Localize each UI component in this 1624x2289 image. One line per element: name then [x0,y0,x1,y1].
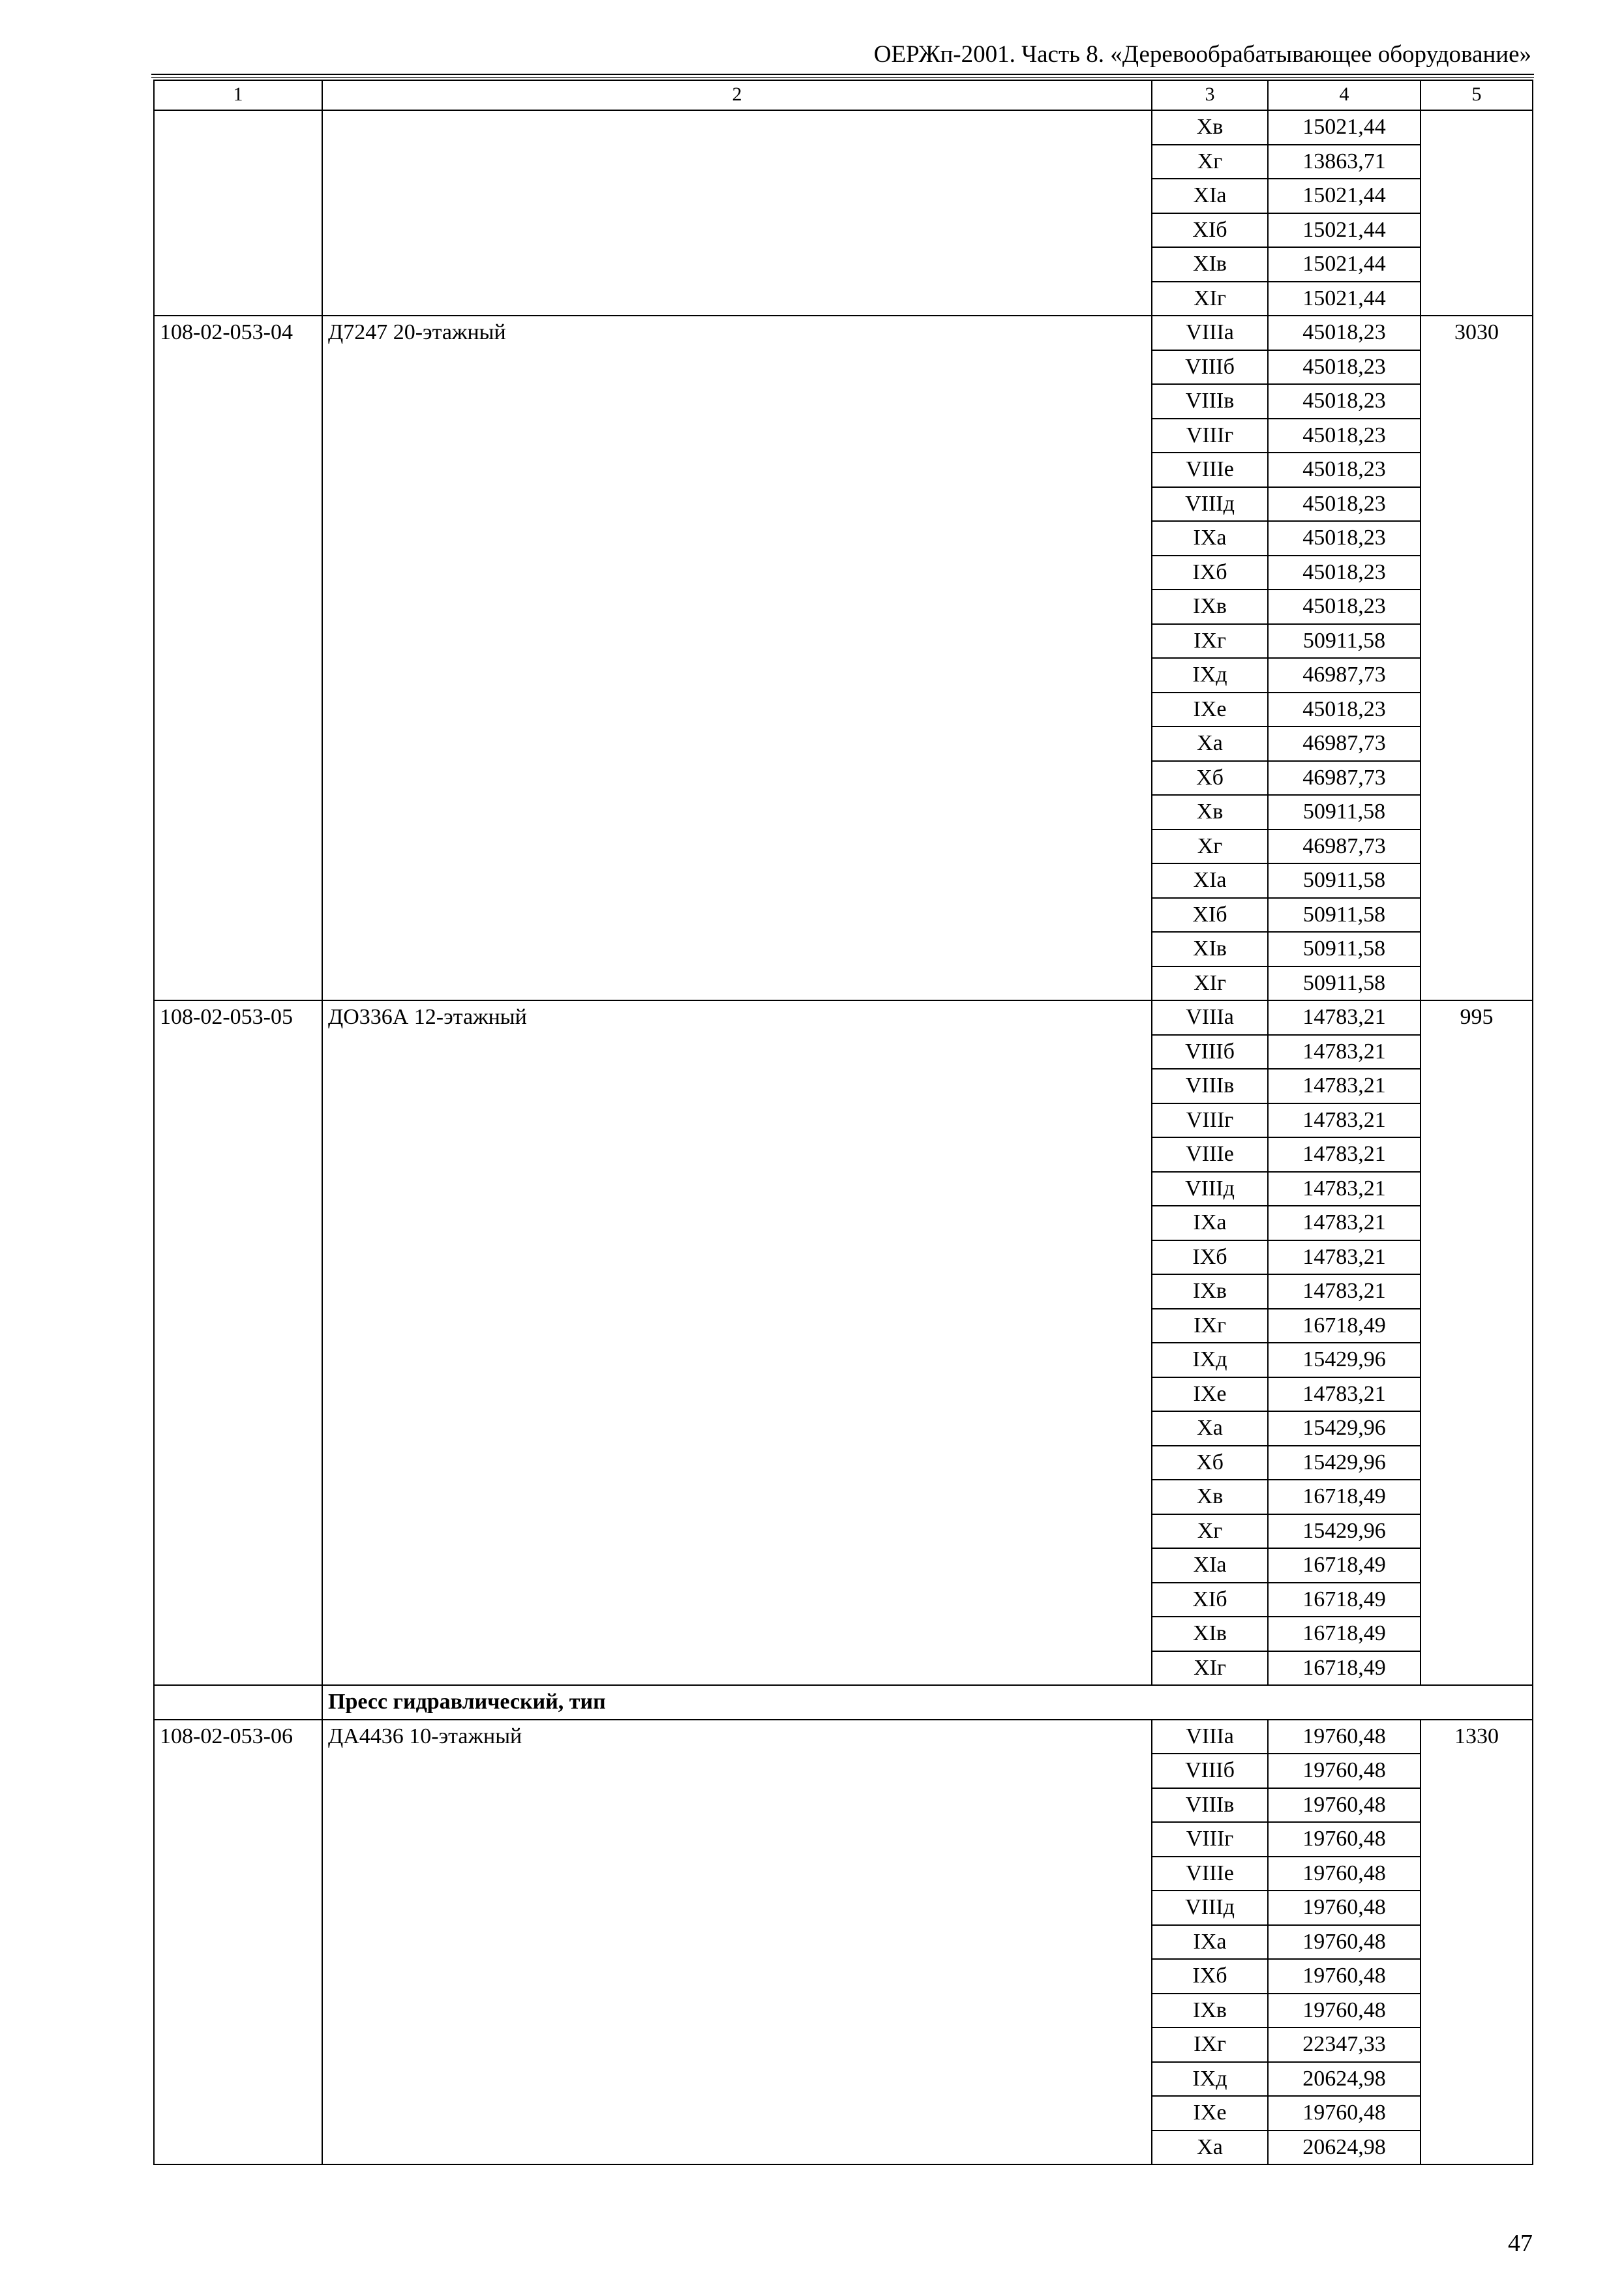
price-cell: 50911,58 [1268,624,1421,659]
zone-cell: Хв [1152,795,1268,830]
price-cell: 50911,58 [1268,898,1421,933]
price-cell: 15429,96 [1268,1514,1421,1549]
zone-cell: VIIIв [1152,384,1268,419]
price-cell: 20624,98 [1268,2062,1421,2097]
zone-cell: ХIа [1152,863,1268,898]
zone-cell: Хг [1152,1514,1268,1549]
zone-cell: VIIIа [1152,1000,1268,1035]
rates-table-body [154,80,1533,2164]
column-number-1: 1 [154,80,322,110]
column-number-3: 3 [1152,80,1268,110]
table-row [154,1000,1533,1035]
zone-cell: Ха [1152,2131,1268,2165]
zone-cell: IХа [1152,1206,1268,1240]
price-cell: 15021,44 [1268,179,1421,213]
zone-cell: VIIIд [1152,1172,1268,1206]
price-cell: 46987,73 [1268,830,1421,864]
price-cell: 15429,96 [1268,1343,1421,1377]
item-code [154,110,322,316]
zone-cell: IХг [1152,1309,1268,1343]
price-cell: 16718,49 [1268,1651,1421,1686]
zone-cell: IХв [1152,1274,1268,1309]
zone-cell: VIIIе [1152,1857,1268,1891]
zone-cell: Хг [1152,830,1268,864]
price-cell: 45018,23 [1268,556,1421,590]
table-row [154,110,1533,145]
price-cell: 14783,21 [1268,1137,1421,1172]
price-cell: 14783,21 [1268,1035,1421,1070]
zone-cell: IХа [1152,1925,1268,1960]
rates-table [153,80,1533,2165]
column-number-4: 4 [1268,80,1421,110]
zone-cell: Ха [1152,726,1268,761]
zone-cell: Хв [1152,1480,1268,1514]
zone-cell: VIIIб [1152,1035,1268,1070]
price-cell: 19760,48 [1268,2096,1421,2131]
price-cell: 45018,23 [1268,384,1421,419]
section-code-cell [154,1685,322,1720]
zone-cell: ХIб [1152,898,1268,933]
price-cell: 19760,48 [1268,1822,1421,1857]
price-cell: 15429,96 [1268,1446,1421,1480]
price-cell: 46987,73 [1268,658,1421,693]
zone-cell: VIIIе [1152,453,1268,487]
price-cell: 50911,58 [1268,863,1421,898]
price-cell: 14783,21 [1268,1206,1421,1240]
zone-cell: VIIIа [1152,1720,1268,1754]
zone-cell: IХд [1152,1343,1268,1377]
price-cell: 14783,21 [1268,1240,1421,1275]
price-cell: 50911,58 [1268,795,1421,830]
price-cell: 15021,44 [1268,247,1421,282]
price-cell: 15429,96 [1268,1411,1421,1446]
zone-cell: VIIIа [1152,316,1268,350]
item-value: 3030 [1421,316,1533,1000]
item-code: 108-02-053-05 [154,1000,322,1685]
zone-cell: ХIб [1152,1583,1268,1617]
price-cell: 14783,21 [1268,1377,1421,1412]
zone-cell: IХа [1152,521,1268,556]
page-number: 47 [1508,2230,1533,2257]
price-cell: 45018,23 [1268,453,1421,487]
price-cell: 45018,23 [1268,693,1421,727]
zone-cell: VIIIб [1152,1754,1268,1788]
price-cell: 14783,21 [1268,1172,1421,1206]
zone-cell: IХе [1152,693,1268,727]
item-name: Д7247 20-этажный [322,316,1152,1000]
column-number-2: 2 [322,80,1152,110]
page-header-title: ОЕРЖп-2001. Часть 8. «Деревообрабатывающее оборудование» [873,41,1531,68]
zone-cell: VIIIе [1152,1137,1268,1172]
item-code: 108-02-053-06 [154,1720,322,2165]
zone-cell: VIIIг [1152,1103,1268,1138]
zone-cell: IХе [1152,2096,1268,2131]
price-cell: 15021,44 [1268,213,1421,248]
price-cell: 45018,23 [1268,487,1421,522]
price-cell: 45018,23 [1268,590,1421,624]
table-row [154,1720,1533,1754]
price-cell: 19760,48 [1268,1925,1421,1960]
zone-cell: ХIб [1152,213,1268,248]
zone-cell: ХIв [1152,1617,1268,1651]
zone-cell: IХв [1152,590,1268,624]
price-cell: 16718,49 [1268,1548,1421,1583]
zone-cell: ХIг [1152,966,1268,1001]
item-value [1421,110,1533,316]
price-cell: 14783,21 [1268,1103,1421,1138]
zone-cell: IХд [1152,658,1268,693]
zone-cell: IХд [1152,2062,1268,2097]
price-cell: 19760,48 [1268,1857,1421,1891]
price-cell: 14783,21 [1268,1069,1421,1103]
zone-cell: IХе [1152,1377,1268,1412]
price-cell: 50911,58 [1268,966,1421,1001]
price-cell: 19760,48 [1268,1959,1421,1994]
price-cell: 16718,49 [1268,1583,1421,1617]
price-cell: 19760,48 [1268,1994,1421,2028]
zone-cell: ХIг [1152,282,1268,316]
price-cell: 15021,44 [1268,282,1421,316]
zone-cell: Хг [1152,145,1268,179]
zone-cell: IХб [1152,1959,1268,1994]
price-cell: 15021,44 [1268,110,1421,145]
zone-cell: IХв [1152,1994,1268,2028]
column-number-row [154,80,1533,110]
header-rule-thin [151,77,1534,78]
zone-cell: Хб [1152,761,1268,796]
zone-cell: VIIIг [1152,419,1268,453]
zone-cell: Ха [1152,1411,1268,1446]
price-cell: 14783,21 [1268,1274,1421,1309]
zone-cell: IХб [1152,556,1268,590]
price-cell: 45018,23 [1268,316,1421,350]
table-row [154,316,1533,350]
price-cell: 46987,73 [1268,761,1421,796]
price-cell: 20624,98 [1268,2131,1421,2165]
zone-cell: VIIIб [1152,350,1268,385]
zone-cell: ХIа [1152,1548,1268,1583]
header-rule [151,74,1534,75]
price-cell: 13863,71 [1268,145,1421,179]
item-name: ДА4436 10-этажный [322,1720,1152,2165]
zone-cell: ХIв [1152,247,1268,282]
section-row [154,1685,1533,1720]
price-cell: 46987,73 [1268,726,1421,761]
item-name: ДО336А 12-этажный [322,1000,1152,1685]
price-cell: 45018,23 [1268,419,1421,453]
item-name [322,110,1152,316]
price-cell: 19760,48 [1268,1754,1421,1788]
zone-cell: IХб [1152,1240,1268,1275]
price-cell: 22347,33 [1268,2027,1421,2062]
zone-cell: VIIIд [1152,1891,1268,1925]
price-cell: 16718,49 [1268,1480,1421,1514]
zone-cell: VIIIд [1152,487,1268,522]
price-cell: 45018,23 [1268,521,1421,556]
price-cell: 19760,48 [1268,1720,1421,1754]
price-cell: 50911,58 [1268,932,1421,966]
zone-cell: IХг [1152,2027,1268,2062]
price-cell: 14783,21 [1268,1000,1421,1035]
zone-cell: IХг [1152,624,1268,659]
price-cell: 16718,49 [1268,1309,1421,1343]
item-value: 995 [1421,1000,1533,1685]
zone-cell: ХIа [1152,179,1268,213]
price-cell: 45018,23 [1268,350,1421,385]
price-cell: 19760,48 [1268,1788,1421,1823]
zone-cell: VIIIв [1152,1788,1268,1823]
zone-cell: Хв [1152,110,1268,145]
section-title: Пресс гидравлический, тип [322,1685,1533,1720]
item-code: 108-02-053-04 [154,316,322,1000]
item-value: 1330 [1421,1720,1533,2165]
price-cell: 19760,48 [1268,1891,1421,1925]
price-cell: 16718,49 [1268,1617,1421,1651]
zone-cell: VIIIг [1152,1822,1268,1857]
zone-cell: Хб [1152,1446,1268,1480]
zone-cell: ХIв [1152,932,1268,966]
zone-cell: VIIIв [1152,1069,1268,1103]
zone-cell: ХIг [1152,1651,1268,1686]
column-number-5: 5 [1421,80,1533,110]
